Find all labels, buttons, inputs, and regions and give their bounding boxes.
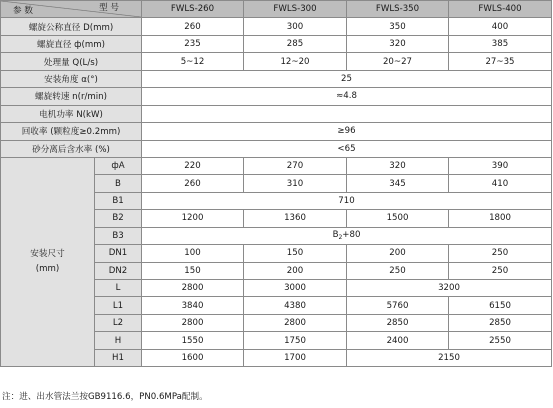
table-cell: 6150 — [449, 297, 552, 314]
table-cell: 345 — [347, 175, 449, 192]
table-cell: 5760 — [347, 297, 449, 314]
table-cell: 1500 — [347, 210, 449, 227]
model-header: FWLS-260 — [142, 1, 244, 18]
table-cell: 385 — [449, 35, 552, 52]
table-row — [1, 105, 552, 122]
table-cell: 2400 — [347, 332, 449, 349]
formula-tail: +80 — [342, 230, 361, 241]
table-cell: 3840 — [142, 297, 244, 314]
table-row — [1, 53, 552, 70]
table-cell: 3000 — [244, 280, 347, 297]
table-cell: <65 — [142, 140, 552, 157]
dim-name: B3 — [95, 227, 142, 244]
table-cell: 3200 — [347, 280, 552, 297]
table-row — [1, 35, 552, 52]
table-cell: 260 — [142, 18, 244, 35]
table-cell: 270 — [244, 157, 347, 174]
table-cell: 5~12 — [142, 53, 244, 70]
table-cell: 1600 — [142, 349, 244, 366]
table-cell: 250 — [347, 262, 449, 279]
table-row — [1, 88, 552, 105]
table-cell: 100 — [142, 245, 244, 262]
model-header: FWLS-300 — [244, 1, 347, 18]
table-cell: 150 — [244, 245, 347, 262]
model-header: FWLS-350 — [347, 1, 449, 18]
table-cell: 20~27 — [347, 53, 449, 70]
table-cell: 27~35 — [449, 53, 552, 70]
table-cell: 220 — [142, 157, 244, 174]
row-label: 螺旋转速 n(r/min) — [1, 88, 142, 105]
table-cell: 1200 — [142, 210, 244, 227]
table-row — [1, 140, 552, 157]
row-label: 回收率 (颗粒度≥0.2mm) — [1, 123, 142, 140]
table-cell: ≈4.8 — [142, 88, 552, 105]
dim-name: фA — [95, 157, 142, 174]
dim-name: L2 — [95, 314, 142, 331]
row-label: 螺旋直径 ф(mm) — [1, 35, 142, 52]
table-cell: 2550 — [449, 332, 552, 349]
table-cell: 2800 — [142, 280, 244, 297]
model-header: FWLS-400 — [449, 1, 552, 18]
table-cell: 310 — [244, 175, 347, 192]
table-cell: 2800 — [142, 314, 244, 331]
corner-model-label: 型 号 — [99, 3, 119, 13]
row-label: 螺旋公称直径 D(mm) — [1, 18, 142, 35]
table-cell: 12~20 — [244, 53, 347, 70]
table-cell: ≥96 — [142, 123, 552, 140]
table-cell: 390 — [449, 157, 552, 174]
table-cell: 2150 — [347, 349, 552, 366]
formula-subscript: 2 — [338, 234, 343, 242]
table-cell: 1360 — [244, 210, 347, 227]
table-cell: 250 — [449, 262, 552, 279]
formula-main: B — [332, 230, 339, 241]
table-cell: 410 — [449, 175, 552, 192]
table-cell: 25 — [142, 70, 552, 87]
table-cell: 300 — [244, 18, 347, 35]
table-cell: 2850 — [347, 314, 449, 331]
row-label: 电机功率 N(kW) — [1, 105, 142, 122]
table-cell: 710 — [142, 192, 552, 209]
dim-name: B — [95, 175, 142, 192]
dim-name: H1 — [95, 349, 142, 366]
header-row — [1, 1, 552, 18]
table-cell — [142, 105, 552, 122]
dim-name: H — [95, 332, 142, 349]
table-cell: 150 — [142, 262, 244, 279]
table-cell: 320 — [347, 157, 449, 174]
dim-name: B2 — [95, 210, 142, 227]
table-row — [1, 123, 552, 140]
corner-param-label: 参 数 — [13, 6, 33, 16]
table-cell: 1800 — [449, 210, 552, 227]
install-label: 安装尺寸 — [30, 249, 65, 260]
table-cell: 235 — [142, 35, 244, 52]
table-cell: 4380 — [244, 297, 347, 314]
table-cell: 2800 — [244, 314, 347, 331]
row-label: 安装角度 α(°) — [1, 70, 142, 87]
corner-header — [1, 1, 142, 18]
row-label: 处理量 Q(L/s) — [1, 53, 142, 70]
table-cell — [142, 227, 552, 244]
table-cell: 200 — [244, 262, 347, 279]
table-cell: 2850 — [449, 314, 552, 331]
dim-name: L1 — [95, 297, 142, 314]
install-dims-label — [1, 157, 95, 366]
dim-name: B1 — [95, 192, 142, 209]
table-row — [1, 157, 552, 174]
table-row — [1, 18, 552, 35]
table-cell: 1550 — [142, 332, 244, 349]
table-cell: 320 — [347, 35, 449, 52]
install-unit: (mm) — [35, 264, 60, 275]
table-cell: 1700 — [244, 349, 347, 366]
table-cell: 250 — [449, 245, 552, 262]
table-cell: 285 — [244, 35, 347, 52]
table-row — [1, 70, 552, 87]
dim-name: DN1 — [95, 245, 142, 262]
table-cell: 1750 — [244, 332, 347, 349]
table-cell: 350 — [347, 18, 449, 35]
table-cell: 200 — [347, 245, 449, 262]
row-label: 砂分离后含水率 (%) — [1, 140, 142, 157]
dim-name: DN2 — [95, 262, 142, 279]
table-cell: 260 — [142, 175, 244, 192]
table-cell: 400 — [449, 18, 552, 35]
footnote: 注：进、出水管法兰按GB9116.6，PN0.6MPa配制。 — [2, 392, 208, 402]
dim-name: L — [95, 280, 142, 297]
